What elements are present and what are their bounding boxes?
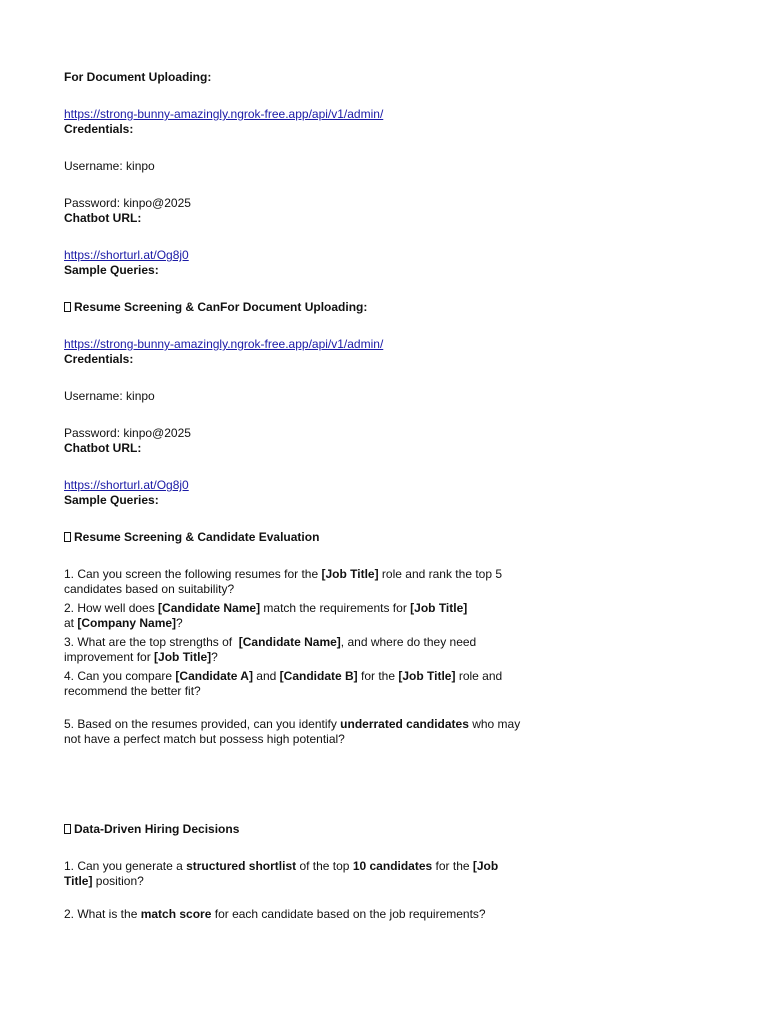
missing-glyph-icon [64, 824, 71, 834]
section-heading-candidate-evaluation: Resume Screening & Candidate Evaluation [64, 530, 534, 545]
mixed-section-heading: Resume Screening & CanFor Document Uploading: [64, 300, 534, 315]
section-heading-data-driven: Data-Driven Hiring Decisions [64, 822, 534, 837]
chatbot-url-link[interactable]: https://shorturl.at/Og8j0 [64, 248, 189, 262]
missing-glyph-icon [64, 302, 71, 312]
upload-heading: For Document Uploading: [64, 70, 212, 84]
credentials-heading-2: Credentials: [64, 352, 134, 366]
credentials-heading: Credentials: [64, 122, 134, 136]
sample-queries-heading: Sample Queries: [64, 263, 159, 277]
data-query-1: 1. Can you generate a structured shortlist of the top 10 candidates for the [Job Title] position? [64, 859, 499, 888]
chatbot-heading: Chatbot URL: [64, 211, 142, 225]
chatbot-url-link-2[interactable]: https://shorturl.at/Og8j0 [64, 478, 189, 492]
username-line-2: Username: kinpo [64, 389, 155, 403]
password-line: Password: kinpo@2025 [64, 196, 191, 210]
query-1: 1. Can you screen the following resumes for the [Job Title] role and rank the top 5 candidates based on suitability? [64, 567, 503, 596]
admin-url-link[interactable]: https://strong-bunny-amazingly.ngrok-free.app/api/v1/admin/ [64, 107, 384, 121]
query-3: 3. What are the top strengths of [Candidate Name], and where do they need improvement for [Job Title]? [64, 635, 477, 664]
query-5: 5. Based on the resumes provided, can you identify underrated candidates who may not have a perfect match but possess high potential? [64, 717, 521, 746]
data-query-2: 2. What is the match score for each candidate based on the job requirements? [64, 907, 486, 921]
chatbot-heading-2: Chatbot URL: [64, 441, 142, 455]
password-line-2: Password: kinpo@2025 [64, 426, 191, 440]
document-page [64, 70, 534, 922]
query-4: 4. Can you compare [Candidate A] and [Candidate B] for the [Job Title] role and recommend the better fit? [64, 669, 503, 698]
admin-url-link-2[interactable]: https://strong-bunny-amazingly.ngrok-free.app/api/v1/admin/ [64, 337, 384, 351]
username-line: Username: kinpo [64, 159, 155, 173]
query-2: 2. How well does [Candidate Name] match the requirements for [Job Title] at [Company Name]? [64, 601, 468, 630]
sample-queries-heading-2: Sample Queries: [64, 493, 159, 507]
missing-glyph-icon [64, 532, 71, 542]
